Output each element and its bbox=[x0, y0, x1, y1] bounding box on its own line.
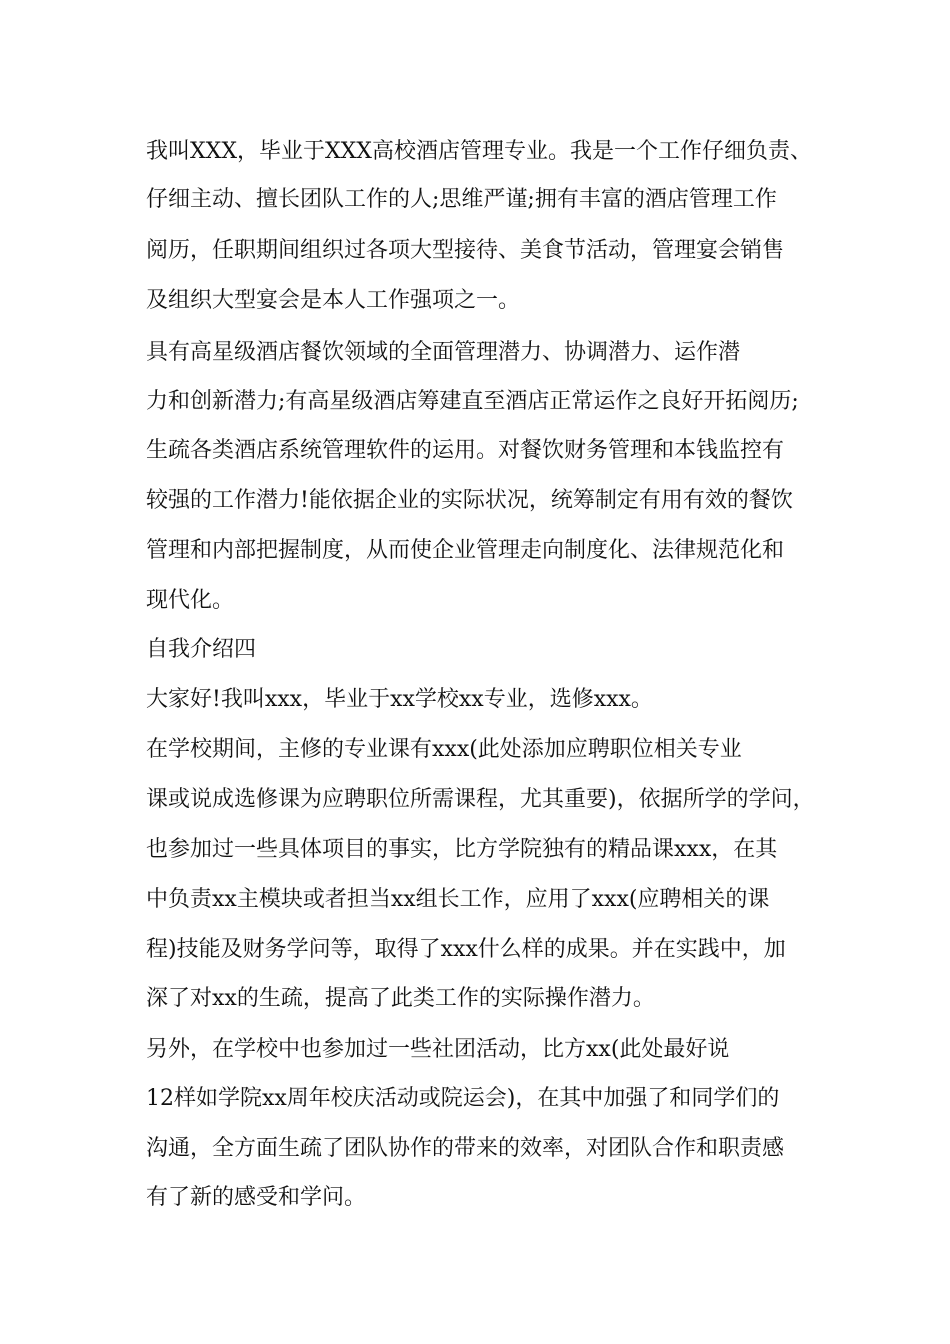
text-line: 12样如学院xx周年校庆活动或院运会)，在其中加强了和同学们的 bbox=[146, 1086, 780, 1111]
text-line: 中负责xx主模块或者担当xx组长工作，应用了xxx(应聘相关的课 bbox=[146, 887, 770, 912]
text-line: 我叫XXX，毕业于XXX高校酒店管理专业。我是一个工作仔细负责、 bbox=[146, 139, 812, 164]
text-line: 仔细主动、擅长团队工作的人;思维严谨;拥有丰富的酒店管理工作 bbox=[146, 187, 777, 212]
text-line: 具有高星级酒店餐饮领域的全面管理潜力、协调潜力、运作潜 bbox=[146, 340, 741, 365]
text-line: 力和创新潜力;有高星级酒店筹建直至酒店正常运作之良好开拓阅历; bbox=[146, 389, 799, 414]
text-line: 及组织大型宴会是本人工作强项之一。 bbox=[146, 288, 521, 313]
text-line: 有了新的感受和学问。 bbox=[146, 1185, 367, 1210]
text-line: 较强的工作潜力!能依据企业的实际状况，统筹制定有用有效的餐饮 bbox=[146, 488, 793, 513]
text-line: 阅历，任职期间组织过各项大型接待、美食节活动，管理宴会销售 bbox=[146, 238, 785, 263]
text-line: 另外，在学校中也参加过一些社团活动，比方xx(此处最好说 bbox=[146, 1037, 730, 1062]
text-line: 管理和内部把握制度，从而使企业管理走向制度化、法律规范化和 bbox=[146, 538, 785, 563]
text-line: 在学校期间，主修的专业课有xxx(此处添加应聘职位相关专业 bbox=[146, 737, 742, 762]
text-line: 自我介绍四 bbox=[146, 637, 257, 662]
text-line: 深了对xx的生疏，提高了此类工作的实际操作潜力。 bbox=[146, 986, 655, 1011]
text-line: 也参加过一些具体项目的事实，比方学院独有的精品课xxx，在其 bbox=[146, 837, 778, 862]
text-line: 生疏各类酒店系统管理软件的运用。对餐饮财务管理和本钱监控有 bbox=[146, 438, 785, 463]
text-line: 程)技能及财务学问等，取得了xxx什么样的成果。并在实践中，加 bbox=[146, 937, 786, 962]
text-line: 课或说成选修课为应聘职位所需课程，尤其重要)，依据所学的学问， bbox=[146, 787, 815, 812]
text-line: 大家好!我叫xxx，毕业于xx学校xx专业，选修xxx。 bbox=[146, 687, 653, 712]
text-line: 沟通，全方面生疏了团队协作的带来的效率，对团队合作和职责感 bbox=[146, 1136, 785, 1161]
text-line: 现代化。 bbox=[146, 588, 235, 613]
